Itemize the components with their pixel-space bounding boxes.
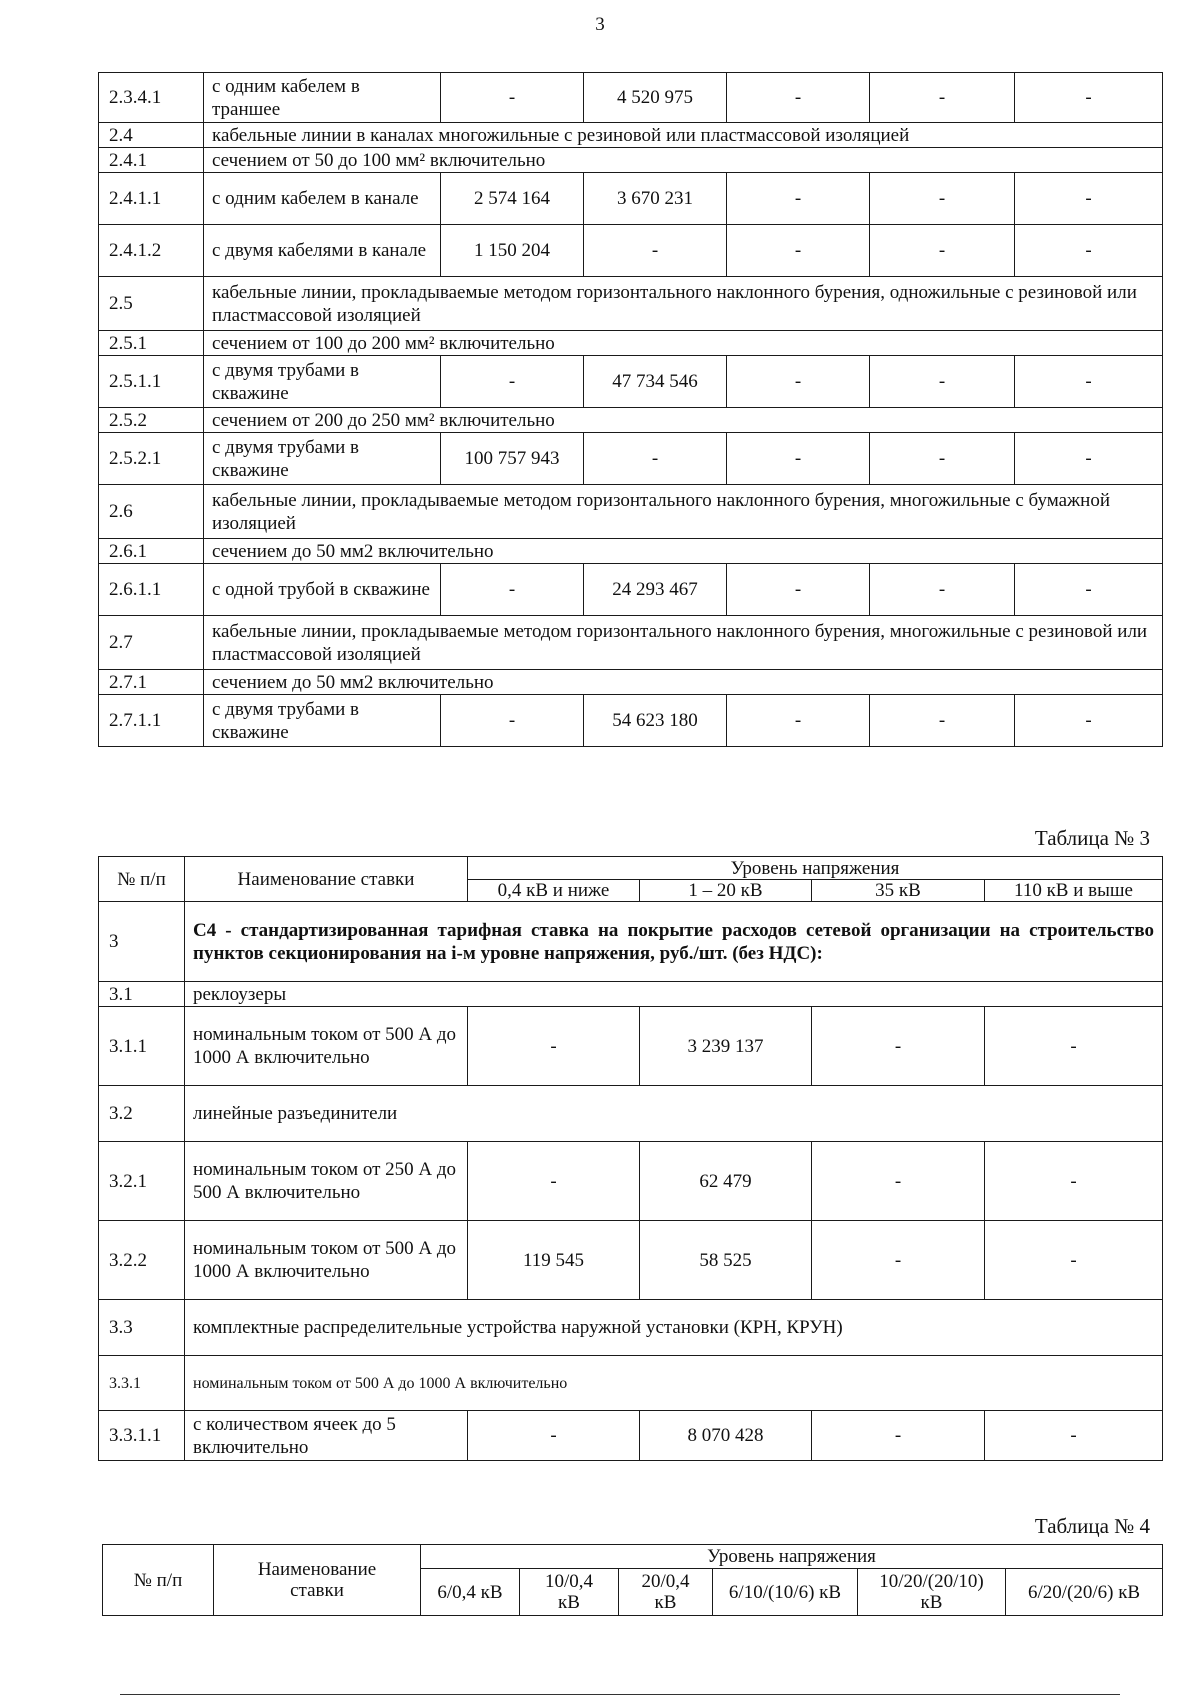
page-bottom-line <box>120 1694 1120 1695</box>
value-cell: - <box>870 433 1015 485</box>
row-code: 2.7.1.1 <box>99 695 204 747</box>
row-code: 2.5.1.1 <box>99 356 204 408</box>
table-row <box>99 1142 1163 1221</box>
table-row <box>99 539 1163 564</box>
row-name: номинальным током от 500 А до 1000 А включительно <box>185 1007 468 1086</box>
tariff-table-3 <box>98 856 1163 1461</box>
table-row <box>99 331 1163 356</box>
value-cell: 62 479 <box>640 1142 812 1221</box>
value-cell: - <box>870 73 1015 123</box>
value-cell: - <box>727 433 870 485</box>
row-code: 2.5.2 <box>99 408 204 433</box>
value-cell: - <box>985 1142 1163 1221</box>
column-header-num: № п/п <box>103 1545 214 1616</box>
row-name: с двумя трубами в скважине <box>204 695 441 747</box>
value-cell: 100 757 943 <box>441 433 584 485</box>
row-name: с двумя трубами в скважине <box>204 433 441 485</box>
header-row <box>99 857 1163 880</box>
value-cell: - <box>870 356 1015 408</box>
table-row <box>99 225 1163 277</box>
value-cell: - <box>727 225 870 277</box>
row-name: с количеством ячеек до 5 включительно <box>185 1411 468 1461</box>
value-cell: - <box>441 73 584 123</box>
value-cell: - <box>812 1411 985 1461</box>
voltage-level-header: 1 – 20 кВ <box>640 880 812 902</box>
section-title: сечением до 50 мм2 включительно <box>204 670 1163 695</box>
value-cell: - <box>1015 225 1163 277</box>
section-title: реклоузеры <box>185 982 1163 1007</box>
value-cell: - <box>468 1142 640 1221</box>
value-cell: 58 525 <box>640 1221 812 1300</box>
value-cell: - <box>985 1221 1163 1300</box>
section-title: номинальным током от 500 А до 1000 А включительно <box>185 1356 1163 1411</box>
row-code: 2.5 <box>99 277 204 331</box>
value-cell: - <box>727 564 870 616</box>
row-code: 3.2.1 <box>99 1142 185 1221</box>
voltage-level-header: 110 кВ и выше <box>985 880 1163 902</box>
voltage-level-header: 20/0,4 кВ <box>619 1569 713 1616</box>
value-cell: - <box>812 1142 985 1221</box>
section-title: сечением от 50 до 100 мм² включительно <box>204 148 1163 173</box>
value-cell: 3 670 231 <box>584 173 727 225</box>
value-cell: 47 734 546 <box>584 356 727 408</box>
voltage-level-header: 6/0,4 кВ <box>421 1569 520 1616</box>
value-cell: - <box>985 1411 1163 1461</box>
section-title: комплектные распределительные устройства наружной установки (КРН, КРУН) <box>185 1300 1163 1356</box>
row-code: 2.5.1 <box>99 331 204 356</box>
value-cell: - <box>870 173 1015 225</box>
value-cell: - <box>727 73 870 123</box>
row-code: 2.7.1 <box>99 670 204 695</box>
voltage-level-header: 35 кВ <box>812 880 985 902</box>
voltage-level-header: 10/0,4 кВ <box>520 1569 619 1616</box>
column-header-num: № п/п <box>99 857 185 902</box>
table-row <box>99 695 1163 747</box>
row-name: с одним кабелем в канале <box>204 173 441 225</box>
value-cell: - <box>1015 564 1163 616</box>
table-row <box>99 1086 1163 1142</box>
row-name: с двумя кабелями в канале <box>204 225 441 277</box>
table-3-caption: Таблица № 3 <box>1034 826 1150 850</box>
value-cell: 2 574 164 <box>441 173 584 225</box>
section-title: линейные разъединители <box>185 1086 1163 1142</box>
header-row <box>103 1545 1163 1569</box>
table-row <box>99 1411 1163 1461</box>
column-header-voltage: Уровень напряжения <box>421 1545 1163 1569</box>
value-cell: - <box>727 173 870 225</box>
row-code: 2.6.1 <box>99 539 204 564</box>
table-row <box>99 148 1163 173</box>
column-header-voltage: Уровень напряжения <box>468 857 1163 880</box>
rate-title: С4 - стандартизированная тарифная ставка на покрытие расходов сетевой организации на строительство пунктов секционирования на i-м уровне напряжения, руб./шт. (без НДС): <box>185 902 1163 982</box>
row-code: 3.3 <box>99 1300 185 1356</box>
table-row <box>99 356 1163 408</box>
value-cell: - <box>1015 73 1163 123</box>
row-code: 3.3.1.1 <box>99 1411 185 1461</box>
table-row <box>99 433 1163 485</box>
value-cell: - <box>468 1411 640 1461</box>
value-cell: 54 623 180 <box>584 695 727 747</box>
table-row <box>99 1221 1163 1300</box>
value-cell: - <box>1015 695 1163 747</box>
table-row <box>99 73 1163 123</box>
value-cell: - <box>1015 433 1163 485</box>
row-code: 2.4.1.1 <box>99 173 204 225</box>
section-title: кабельные линии в каналах многожильные с резиновой или пластмассовой изоляцией <box>204 123 1163 148</box>
section-title: кабельные линии, прокладываемые методом горизонтального наклонного бурения, многожильные с бумажной изоляцией <box>204 485 1163 539</box>
page-number: 3 <box>595 14 605 35</box>
value-cell: - <box>870 564 1015 616</box>
table-row <box>99 1300 1163 1356</box>
value-cell: 4 520 975 <box>584 73 727 123</box>
table-row <box>99 408 1163 433</box>
table-row <box>99 982 1163 1007</box>
row-code: 3.1.1 <box>99 1007 185 1086</box>
table-row <box>99 277 1163 331</box>
value-cell: - <box>1015 356 1163 408</box>
row-name: с одной трубой в скважине <box>204 564 441 616</box>
value-cell: 8 070 428 <box>640 1411 812 1461</box>
tariff-table-4 <box>102 1544 1163 1616</box>
section-title: кабельные линии, прокладываемые методом горизонтального наклонного бурения, многожильные с резиновой или пластмассовой изоляцией <box>204 616 1163 670</box>
table-row <box>99 902 1163 982</box>
row-code: 3.1 <box>99 982 185 1007</box>
row-code: 3.3.1 <box>99 1356 185 1411</box>
row-code: 3.2 <box>99 1086 185 1142</box>
voltage-level-header: 6/20/(20/6) кВ <box>1006 1569 1163 1616</box>
value-cell: - <box>584 433 727 485</box>
table-row <box>99 173 1163 225</box>
value-cell: - <box>812 1221 985 1300</box>
tariff-table-2-continued <box>98 72 1163 747</box>
row-code: 2.7 <box>99 616 204 670</box>
table-row <box>99 485 1163 539</box>
table-row <box>99 1356 1163 1411</box>
value-cell: - <box>727 356 870 408</box>
section-title: кабельные линии, прокладываемые методом горизонтального наклонного бурения, одножильные с резиновой или пластмассовой изоляцией <box>204 277 1163 331</box>
row-name: с двумя трубами в скважине <box>204 356 441 408</box>
row-code: 2.3.4.1 <box>99 73 204 123</box>
value-cell: - <box>441 356 584 408</box>
section-title: сечением до 50 мм2 включительно <box>204 539 1163 564</box>
row-code: 2.6 <box>99 485 204 539</box>
row-name: номинальным током от 250 А до 500 А включительно <box>185 1142 468 1221</box>
table-row <box>99 1007 1163 1086</box>
voltage-level-header: 0,4 кВ и ниже <box>468 880 640 902</box>
section-title: сечением от 100 до 200 мм² включительно <box>204 331 1163 356</box>
row-name: с одним кабелем в траншее <box>204 73 441 123</box>
value-cell: - <box>468 1007 640 1086</box>
value-cell: 3 239 137 <box>640 1007 812 1086</box>
value-cell: - <box>441 564 584 616</box>
value-cell: - <box>727 695 870 747</box>
section-title: сечением от 200 до 250 мм² включительно <box>204 408 1163 433</box>
table-row <box>99 670 1163 695</box>
value-cell: - <box>870 695 1015 747</box>
row-code: 2.4.1 <box>99 148 204 173</box>
table-4-caption: Таблица № 4 <box>1034 1514 1150 1538</box>
value-cell: - <box>812 1007 985 1086</box>
row-code: 2.5.2.1 <box>99 433 204 485</box>
table-row <box>99 564 1163 616</box>
table-row <box>99 616 1163 670</box>
column-header-name: Наименование ставки <box>185 857 468 902</box>
row-code: 2.6.1.1 <box>99 564 204 616</box>
table-row <box>99 123 1163 148</box>
row-name: номинальным током от 500 А до 1000 А включительно <box>185 1221 468 1300</box>
voltage-level-header: 10/20/(20/10) кВ <box>858 1569 1006 1616</box>
row-code: 2.4 <box>99 123 204 148</box>
value-cell: - <box>985 1007 1163 1086</box>
row-code: 3.2.2 <box>99 1221 185 1300</box>
value-cell: 119 545 <box>468 1221 640 1300</box>
column-header-name: Наименование ставки <box>214 1545 421 1616</box>
row-code: 2.4.1.2 <box>99 225 204 277</box>
value-cell: - <box>1015 173 1163 225</box>
value-cell: - <box>441 695 584 747</box>
value-cell: - <box>584 225 727 277</box>
value-cell: 24 293 467 <box>584 564 727 616</box>
value-cell: 1 150 204 <box>441 225 584 277</box>
row-code: 3 <box>99 902 185 982</box>
voltage-level-header: 6/10/(10/6) кВ <box>713 1569 858 1616</box>
value-cell: - <box>870 225 1015 277</box>
